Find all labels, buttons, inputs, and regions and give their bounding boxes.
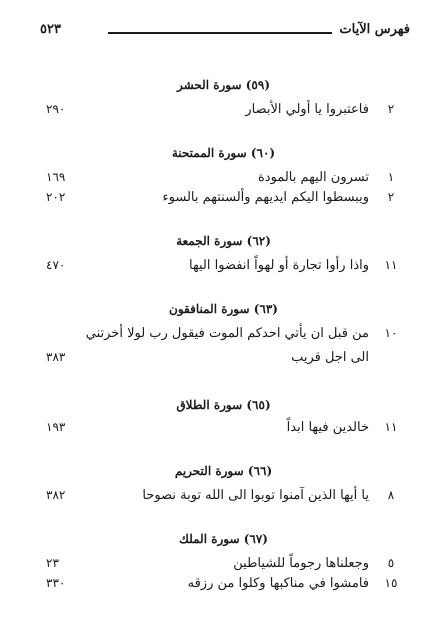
verse-row (0, 576, 447, 596)
verse-number: ٢ (387, 102, 395, 116)
verse-row (0, 556, 447, 576)
verse-number: ١٠ (384, 326, 398, 340)
surah-title: (٦٦) سورة التحريم (174, 464, 273, 478)
verse-number: ٨ (387, 488, 395, 502)
verse-number: ١١ (384, 420, 398, 434)
verse-row (0, 488, 447, 508)
verse-row (0, 102, 447, 122)
page-ref: ٣٨٣ (46, 350, 66, 364)
verse-text: واذا رأوا تجارة أو لهواً انفضوا اليها (189, 258, 369, 273)
page-ref: ٣٣٠ (46, 576, 66, 590)
page-ref: ٢٣ (46, 556, 59, 570)
page-ref: ١٩٣ (46, 420, 66, 434)
verse-text: تسرون اليهم بالمودة (258, 170, 369, 185)
verse-row (0, 190, 447, 210)
page-ref: ٣٨٢ (46, 488, 66, 502)
page-ref: ٤٧٠ (46, 258, 66, 272)
surah-title: (٦٥) سورة الطلاق (176, 398, 271, 412)
surah-title: (٦٧) سورة الملك (179, 532, 268, 546)
verse-text: وجعلناها رجوماً للشياطين (233, 556, 369, 571)
verse-text: الى اجل قريب (291, 350, 369, 365)
verse-row (0, 420, 447, 440)
verse-text: يا أيها الذين آمنوا توبوا الى الله توبة نصوحا (142, 488, 369, 503)
page-ref: ٢٩٠ (46, 102, 66, 116)
verse-number: ١٥ (384, 576, 398, 590)
header-title: فهرس الآيات (339, 22, 410, 37)
page-ref: ١٦٩ (46, 170, 66, 184)
verse-row (0, 170, 447, 190)
verse-row (0, 350, 447, 370)
verse-text: فاعتبروا يا أولي الأبصار (245, 102, 369, 117)
header-page-number: ٥٢٣ (40, 22, 61, 37)
verse-number: ٥ (387, 556, 395, 570)
page-header (40, 22, 410, 40)
verse-text: فامشوا في مناكبها وكلوا من رزقه (187, 576, 369, 591)
verse-text: ويبسطوا اليكم ايديهم وألسنتهم بالسوء (162, 190, 369, 205)
verse-number: ٢ (387, 190, 395, 204)
page-ref: ٢٠٢ (46, 190, 66, 204)
surah-title: (٦٢) سورة الجمعة (176, 234, 271, 248)
verse-row (0, 258, 447, 278)
surah-title: (٦٣) سورة المنافقون (169, 302, 278, 316)
header-rule (108, 32, 332, 34)
verse-number: ١ (387, 170, 395, 184)
verse-text: خالدين فيها ابداً (286, 420, 369, 435)
verse-row (0, 326, 447, 346)
verse-text: من قبل ان يأتي احدكم الموت فيقول رب لولا أخرتني (85, 326, 369, 341)
surah-title: (٥٩) سورة الحشر (176, 78, 270, 92)
surah-title: (٦٠) سورة الممتحنة (171, 146, 276, 160)
verse-number: ١١ (384, 258, 398, 272)
